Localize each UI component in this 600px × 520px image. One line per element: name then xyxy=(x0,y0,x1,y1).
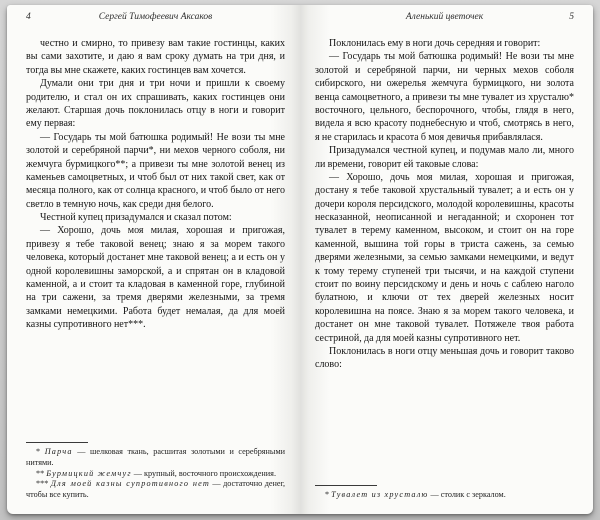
footnote-term: Бурмицкий жемчуг xyxy=(46,468,132,478)
footnote xyxy=(315,490,574,501)
running-header-author: Сергей Тимофеевич Аксаков xyxy=(98,12,213,22)
book-spread xyxy=(7,5,593,514)
footnote-term: Для моей казны супротивного нет xyxy=(50,479,210,489)
paragraph: — Государь ты мой батюшка родимый! Не вози ты мне золотой и серебряной парчи*, ни мехов черного соболя, ни жемчуга бурмицкого**; а привези ты мне золотой венец из каменьев самоцветных, и чтоб был от них такой свет, как от месяца полного, как от солнца красного, и чтоб было от него светло в темную ночь, как среди дня белого. xyxy=(26,131,285,210)
paragraph: — Хорошо, дочь моя милая, хорошая и пригожая, достану я тебе таковой хрустальный тувалет; а и есть он у дочери короля персидского, молодой королевишны, красоты несказанной, неописанной и негаданной; и схоронен тот тувалет в терему каменном, высоком, и стоит он на горе каменной, вышина той горы в триста сажень, за семью дверями железными, за семью замками немецкими, и ведут к тому терему ступеней три тысячи, и на каждой ступени стоит по воину персидскому и день и ночь с саблею наголо булатною, и ключи от тех дверей железных носит королевишна на поясе. Знаю я за морем такого человека, и достанет он мне таковой тувалет. Потяжеле твоя работа сестриной, да для моей казны супротивного нет. xyxy=(315,171,574,344)
footnote-text: — крупный, восточного происхождения. xyxy=(131,468,276,478)
paragraph: — Хорошо, дочь моя милая, хорошая и пригожая, привезу я тебе таковой венец; знаю я за морем такого человека, который достанет мне таковой венец; а и есть он у одной королевишны заморской, а и спрятан он в кладовой каменной, а и стоит та кладовая в каменной горе, глубиной на три сажени, за тремя дверями железными, за тремя замками немецкими. Работа будет немалая, да для моей казны супротивного нет***. xyxy=(26,225,285,331)
page-text-right xyxy=(315,37,574,479)
page-right xyxy=(300,5,593,514)
footnote-marker: ** xyxy=(36,468,47,478)
footnote-marker: * xyxy=(325,490,332,500)
footnote-text: — шелковая ткань, расшитая золотыми и серебряными нитями. xyxy=(26,446,286,467)
footnote-list-left xyxy=(26,447,285,501)
footnote-marker: * xyxy=(36,446,45,456)
footnote-list-right xyxy=(315,490,574,501)
page-number-right: 5 xyxy=(569,12,574,22)
page-number-left: 4 xyxy=(26,12,31,22)
footnote xyxy=(26,447,285,469)
page-text-left xyxy=(26,37,285,436)
paragraph: Призадумался честной купец, и подумав мало ли, много ли времени, говорит ей таковые слова: xyxy=(315,145,574,170)
running-head-right xyxy=(315,12,574,27)
paragraph: Поклонилась в ноги отцу меньшая дочь и говорит таково слово: xyxy=(315,345,574,371)
page-left xyxy=(7,5,300,514)
footnote-term: Парча xyxy=(44,446,73,456)
footnote-separator xyxy=(26,442,88,443)
running-header-title: Аленький цветочек xyxy=(405,12,484,22)
footnotes-right xyxy=(315,485,574,501)
footnote-text: — достаточно денег, чтобы все купить. xyxy=(26,479,285,500)
running-head-left xyxy=(26,12,285,27)
footnote xyxy=(26,469,285,480)
paragraph: Честной купец призадумался и сказал потом: xyxy=(40,212,232,224)
paragraph: — Государь ты мой батюшка родимый! Не вози ты мне золотой и серебряной парчи, ни черных мехов соболя сибирского, ни ожерелья жемчуга бурмицкого, ни золота венца самоцветного, а привези ты мне тувалет из хрусталю* восточного, цельного, беспорочного, чтобы, глядя в него, видела я всю красоту поднебесную и чтоб, смотрясь в него, я не старилась и красота б моя девичья прибавлялася. xyxy=(315,51,574,143)
footnote-marker: *** xyxy=(36,479,51,489)
footnotes-left xyxy=(26,442,285,501)
footnote-separator xyxy=(315,485,377,486)
paragraph: честно и смирно, то привезу вам такие гостинцы, каких вы сами захотите, и даю я вам сроку думать на три дня, и тогда вы мне скажете, каких гостинцев вам хочется. xyxy=(26,38,285,76)
paragraph: Поклонилась ему в ноги дочь середняя и говорит: xyxy=(329,38,541,49)
footnote-term: Тувалет из хрусталю xyxy=(331,490,429,500)
footnote-text: — столик с зеркалом. xyxy=(428,490,506,500)
footnote xyxy=(26,479,285,501)
paragraph: Думали они три дня и три ночи и пришли к своему родителю, и стал он их спрашивать, каких гостинцев они желают. Старшая дочь поклонилась отцу в ноги и говорит ему первая: xyxy=(26,78,285,130)
